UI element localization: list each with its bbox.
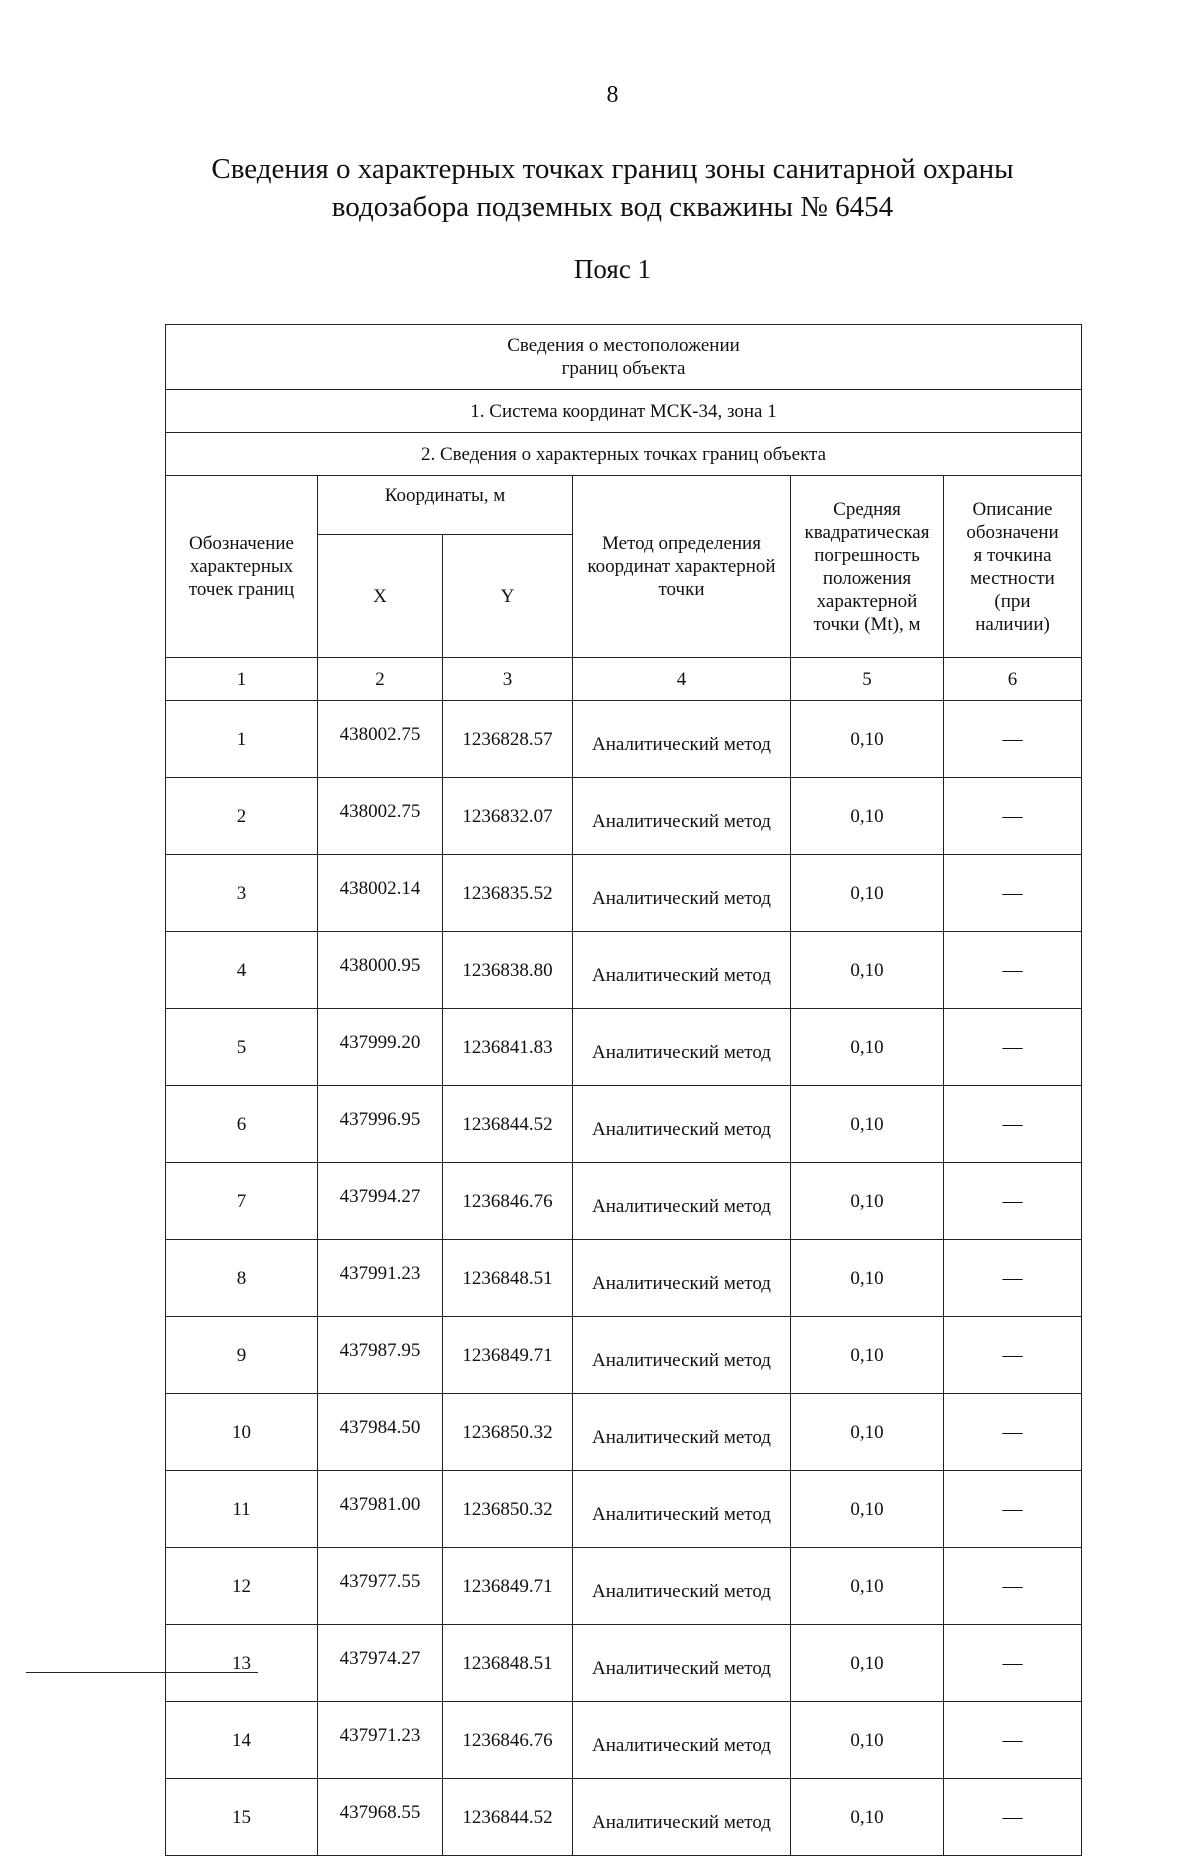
error-cell: 0,10 xyxy=(791,1240,944,1317)
method-cell: Аналитический метод xyxy=(573,1625,791,1702)
x-coordinate-cell: 438000.95 xyxy=(318,932,443,1009)
method-cell: Аналитический метод xyxy=(573,1163,791,1240)
belt-title: Пояс 1 xyxy=(573,254,652,284)
column-number-6: 6 xyxy=(944,658,1082,701)
coord-system-row xyxy=(166,390,1082,433)
table-row xyxy=(166,1086,1082,1163)
x-coordinate-cell: 437971.23 xyxy=(318,1702,443,1779)
boundary-points-table xyxy=(165,324,1082,1856)
document-title-line-1: Сведения о характерных точках границ зоны санитарной охраны xyxy=(211,153,1014,185)
error-cell: 0,10 xyxy=(791,1009,944,1086)
y-coordinate-cell: 1236850.32 xyxy=(443,1394,573,1471)
header-description-line-2: обозначени xyxy=(966,521,1059,543)
method-cell: Аналитический метод xyxy=(573,1779,791,1856)
y-coordinate-cell: 1236848.51 xyxy=(443,1240,573,1317)
method-cell: Аналитический метод xyxy=(573,932,791,1009)
y-coordinate-cell: 1236844.52 xyxy=(443,1779,573,1856)
table-row xyxy=(166,1471,1082,1548)
table-row xyxy=(166,932,1082,1009)
error-cell: 0,10 xyxy=(791,1548,944,1625)
method-cell: Аналитический метод xyxy=(573,1702,791,1779)
point-number-cell: 9 xyxy=(166,1317,318,1394)
method-cell: Аналитический метод xyxy=(573,1394,791,1471)
header-y: Y xyxy=(443,535,573,658)
header-designation-line-1: Обозначение xyxy=(189,533,294,554)
x-coordinate-cell: 437981.00 xyxy=(318,1471,443,1548)
method-cell: Аналитический метод xyxy=(573,1009,791,1086)
error-cell: 0,10 xyxy=(791,778,944,855)
description-cell: — xyxy=(944,1625,1082,1702)
x-coordinate-cell: 437987.95 xyxy=(318,1317,443,1394)
error-cell: 0,10 xyxy=(791,1471,944,1548)
description-cell: — xyxy=(944,701,1082,778)
document-title xyxy=(0,150,1200,226)
point-number-cell: 5 xyxy=(166,1009,318,1086)
description-cell: — xyxy=(944,1779,1082,1856)
description-cell: — xyxy=(944,1240,1082,1317)
y-coordinate-cell: 1236832.07 xyxy=(443,778,573,855)
point-number-cell: 1 xyxy=(166,701,318,778)
point-number-cell: 15 xyxy=(166,1779,318,1856)
error-cell: 0,10 xyxy=(791,1394,944,1471)
table-row xyxy=(166,1548,1082,1625)
x-coordinate-cell: 437996.95 xyxy=(318,1086,443,1163)
header-error-line-6: точки (Mt), м xyxy=(813,613,921,635)
table-row xyxy=(166,1240,1082,1317)
error-cell: 0,10 xyxy=(791,1702,944,1779)
x-coordinate-cell: 437974.27 xyxy=(318,1625,443,1702)
table-row xyxy=(166,1702,1082,1779)
point-number-cell: 14 xyxy=(166,1702,318,1779)
x-coordinate-cell: 437999.20 xyxy=(318,1009,443,1086)
header-error-line-4: положения xyxy=(822,567,912,589)
table-row xyxy=(166,701,1082,778)
method-cell: Аналитический метод xyxy=(573,855,791,932)
y-coordinate-cell: 1236846.76 xyxy=(443,1702,573,1779)
header-x: X xyxy=(318,535,443,658)
y-coordinate-cell: 1236850.32 xyxy=(443,1471,573,1548)
description-cell: — xyxy=(944,1086,1082,1163)
y-coordinate-cell: 1236828.57 xyxy=(443,701,573,778)
y-coordinate-cell: 1236844.52 xyxy=(443,1086,573,1163)
header-error-line-1: Средняя xyxy=(833,498,901,520)
header-error-line-2: квадратическая xyxy=(804,521,930,543)
header-designation xyxy=(166,476,318,658)
x-coordinate-cell: 437994.27 xyxy=(318,1163,443,1240)
column-number-1: 1 xyxy=(166,658,318,701)
y-coordinate-cell: 1236849.71 xyxy=(443,1317,573,1394)
header-method-line-2: координат характерной xyxy=(587,556,776,577)
x-coordinate-cell: 438002.75 xyxy=(318,701,443,778)
points-info-row xyxy=(166,433,1082,476)
description-cell: — xyxy=(944,855,1082,932)
point-number-cell: 2 xyxy=(166,778,318,855)
points-info-cell: 2. Сведения о характерных точках границ объекта xyxy=(166,433,1082,476)
table-row xyxy=(166,1779,1082,1856)
error-cell: 0,10 xyxy=(791,855,944,932)
header-error xyxy=(791,476,944,658)
method-cell: Аналитический метод xyxy=(573,1317,791,1394)
header-description-line-5: (при xyxy=(994,590,1031,612)
x-coordinate-cell: 437984.50 xyxy=(318,1394,443,1471)
method-cell: Аналитический метод xyxy=(573,701,791,778)
error-cell: 0,10 xyxy=(791,1163,944,1240)
x-coordinate-cell: 437977.55 xyxy=(318,1548,443,1625)
column-number-4: 4 xyxy=(573,658,791,701)
error-cell: 0,10 xyxy=(791,1317,944,1394)
footer-rule xyxy=(26,1672,258,1673)
description-cell: — xyxy=(944,1471,1082,1548)
header-description-line-4: местности xyxy=(970,567,1055,589)
header-description-line-6: наличии) xyxy=(975,613,1050,635)
description-cell: — xyxy=(944,1702,1082,1779)
method-cell: Аналитический метод xyxy=(573,1086,791,1163)
section-location-line-2: границ объекта xyxy=(561,358,686,379)
x-coordinate-cell: 437991.23 xyxy=(318,1240,443,1317)
point-number-cell: 12 xyxy=(166,1548,318,1625)
y-coordinate-cell: 1236841.83 xyxy=(443,1009,573,1086)
header-method xyxy=(573,476,791,658)
description-cell: — xyxy=(944,1163,1082,1240)
point-number-cell: 6 xyxy=(166,1086,318,1163)
table-row xyxy=(166,1009,1082,1086)
y-coordinate-cell: 1236838.80 xyxy=(443,932,573,1009)
error-cell: 0,10 xyxy=(791,932,944,1009)
header-description-line-3: я точкина xyxy=(973,544,1052,566)
point-number-cell: 4 xyxy=(166,932,318,1009)
description-cell: — xyxy=(944,1317,1082,1394)
section-location-row xyxy=(166,325,1082,390)
document-title-line-2: водозабора подземных вод скважины № 6454 xyxy=(331,191,894,223)
column-number-5: 5 xyxy=(791,658,944,701)
table-row xyxy=(166,1317,1082,1394)
x-coordinate-cell: 438002.14 xyxy=(318,855,443,932)
header-error-line-5: характерной xyxy=(816,590,918,612)
y-coordinate-cell: 1236849.71 xyxy=(443,1548,573,1625)
x-coordinate-cell: 437968.55 xyxy=(318,1779,443,1856)
header-coordinates: Координаты, м xyxy=(318,476,573,535)
point-number-cell: 10 xyxy=(166,1394,318,1471)
header-method-line-3: точки xyxy=(658,579,705,600)
table-row xyxy=(166,778,1082,855)
method-cell: Аналитический метод xyxy=(573,1471,791,1548)
header-row-1 xyxy=(166,476,1082,535)
error-cell: 0,10 xyxy=(791,1625,944,1702)
page-number: 8 xyxy=(606,82,619,108)
column-number-2: 2 xyxy=(318,658,443,701)
header-error-line-3: погрешность xyxy=(814,544,920,566)
column-numbers-row xyxy=(166,658,1082,701)
table-row xyxy=(166,1394,1082,1471)
method-cell: Аналитический метод xyxy=(573,1548,791,1625)
description-cell: — xyxy=(944,1394,1082,1471)
section-location-cell xyxy=(166,325,1082,390)
description-cell: — xyxy=(944,1009,1082,1086)
description-cell: — xyxy=(944,778,1082,855)
header-description xyxy=(944,476,1082,658)
error-cell: 0,10 xyxy=(791,701,944,778)
column-number-3: 3 xyxy=(443,658,573,701)
point-number-cell: 11 xyxy=(166,1471,318,1548)
error-cell: 0,10 xyxy=(791,1086,944,1163)
coord-system-cell: 1. Система координат МСК-34, зона 1 xyxy=(166,390,1082,433)
point-number-cell: 8 xyxy=(166,1240,318,1317)
point-number-cell: 7 xyxy=(166,1163,318,1240)
y-coordinate-cell: 1236846.76 xyxy=(443,1163,573,1240)
method-cell: Аналитический метод xyxy=(573,1240,791,1317)
table-row xyxy=(166,855,1082,932)
header-designation-line-2: характерных xyxy=(189,556,294,577)
point-number-cell: 3 xyxy=(166,855,318,932)
description-cell: — xyxy=(944,932,1082,1009)
table-row xyxy=(166,1163,1082,1240)
section-location-line-1: Сведения о местоположении xyxy=(507,335,740,356)
x-coordinate-cell: 438002.75 xyxy=(318,778,443,855)
method-cell: Аналитический метод xyxy=(573,778,791,855)
description-cell: — xyxy=(944,1548,1082,1625)
header-description-line-1: Описание xyxy=(972,498,1053,520)
error-cell: 0,10 xyxy=(791,1779,944,1856)
y-coordinate-cell: 1236848.51 xyxy=(443,1625,573,1702)
header-method-line-1: Метод определения xyxy=(602,533,761,554)
table-row xyxy=(166,1625,1082,1702)
point-number-cell: 13 xyxy=(166,1625,318,1702)
y-coordinate-cell: 1236835.52 xyxy=(443,855,573,932)
header-designation-line-3: точек границ xyxy=(188,579,295,600)
